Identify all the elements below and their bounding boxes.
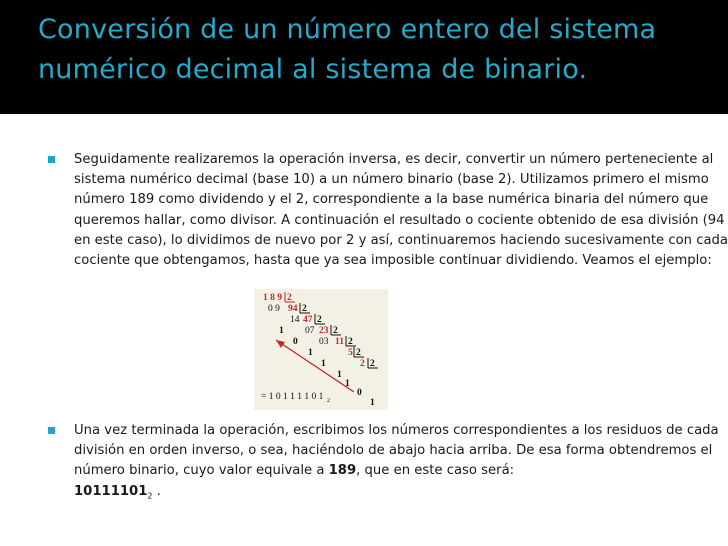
divisor-2: 2 <box>302 304 307 314</box>
divisor-6: 2 <box>356 348 361 358</box>
quotient-2: 47 <box>303 315 313 325</box>
read-direction-arrow <box>276 340 354 392</box>
divisor-1: 2 <box>287 293 292 303</box>
quotient-1: 94 <box>288 304 298 314</box>
binary-result: = 1 0 1 1 1 1 0 1 <box>261 392 324 402</box>
remainder-8: 1 <box>345 379 350 389</box>
final-quotient: 1 <box>370 398 375 408</box>
remainder-6: 1 <box>321 359 326 369</box>
remainder-4: 0 <box>293 337 298 347</box>
highlight-value: 189 <box>328 463 357 479</box>
divisor-7: 2 <box>370 359 375 369</box>
binary-result-text: 10111101 <box>74 483 148 499</box>
remainder-5: 1 <box>308 348 313 358</box>
quotient-5: 5 <box>348 348 353 358</box>
remainder-2: 14 <box>290 315 300 325</box>
bullet-paragraph-1 <box>74 150 728 271</box>
division-figure <box>254 289 388 410</box>
quotient-6: 2 <box>360 359 365 369</box>
bullet-paragraph-2 <box>74 421 728 506</box>
title-bar <box>0 0 728 114</box>
division-diagram <box>254 289 388 410</box>
bullet-marker-icon <box>48 156 55 163</box>
partial-4: 03 <box>319 337 329 347</box>
slide-title: Conversión de un número entero del sistema numérico decimal al sistema de binario. <box>38 14 657 85</box>
arrow-head-icon <box>276 340 285 348</box>
remainder-9: 0 <box>357 388 362 398</box>
bullet-text-1: Seguidamente realizaremos la operación inversa, es decir, convertir un número perteneciente al sistema numérico decimal (base 10) a un número binario (base 2). Utilizamos primero el mismo número 189 como dividendo y el 2, correspondiente a la base numérica binaria del número que queremos hallar, como divisor. A continuación el resultado o cociente obtenido de esa división (94 en este caso), lo dividimos de nuevo por 2 y así, continuaremos haciendo sucesivamente con cada cociente que obtengamos, hasta que ya sea imposible continuar dividiendo. Veamos el ejemplo: <box>74 152 728 269</box>
divisor-3: 2 <box>317 315 322 325</box>
binary-base-subscript: 2 <box>147 491 153 501</box>
binary-result-base: 2 <box>327 398 330 404</box>
quotient-4: 11 <box>335 337 344 347</box>
partial-3: 07 <box>305 326 315 336</box>
bullet-text-2c: . <box>152 483 161 499</box>
dividend: 1 8 9 <box>263 293 282 303</box>
remainder-7: 1 <box>337 370 342 380</box>
remainder-3: 1 <box>279 326 284 336</box>
bullet-text-2b: , que en este caso será: <box>356 463 515 479</box>
bullet-text-2a: Una vez terminada la operación, escribimos los números correspondientes a los residuos de cada división en orden inverso, o sea, haciéndolo de abajo hacia arriba. De esa forma obtendremos el número binario, cuyo valor equivale a <box>74 423 719 479</box>
quotient-3: 23 <box>319 326 329 336</box>
divisor-5: 2 <box>348 337 353 347</box>
bullet-marker-icon <box>48 427 55 434</box>
divisor-4: 2 <box>333 326 338 336</box>
remainder-1: 0 9 <box>268 304 280 314</box>
